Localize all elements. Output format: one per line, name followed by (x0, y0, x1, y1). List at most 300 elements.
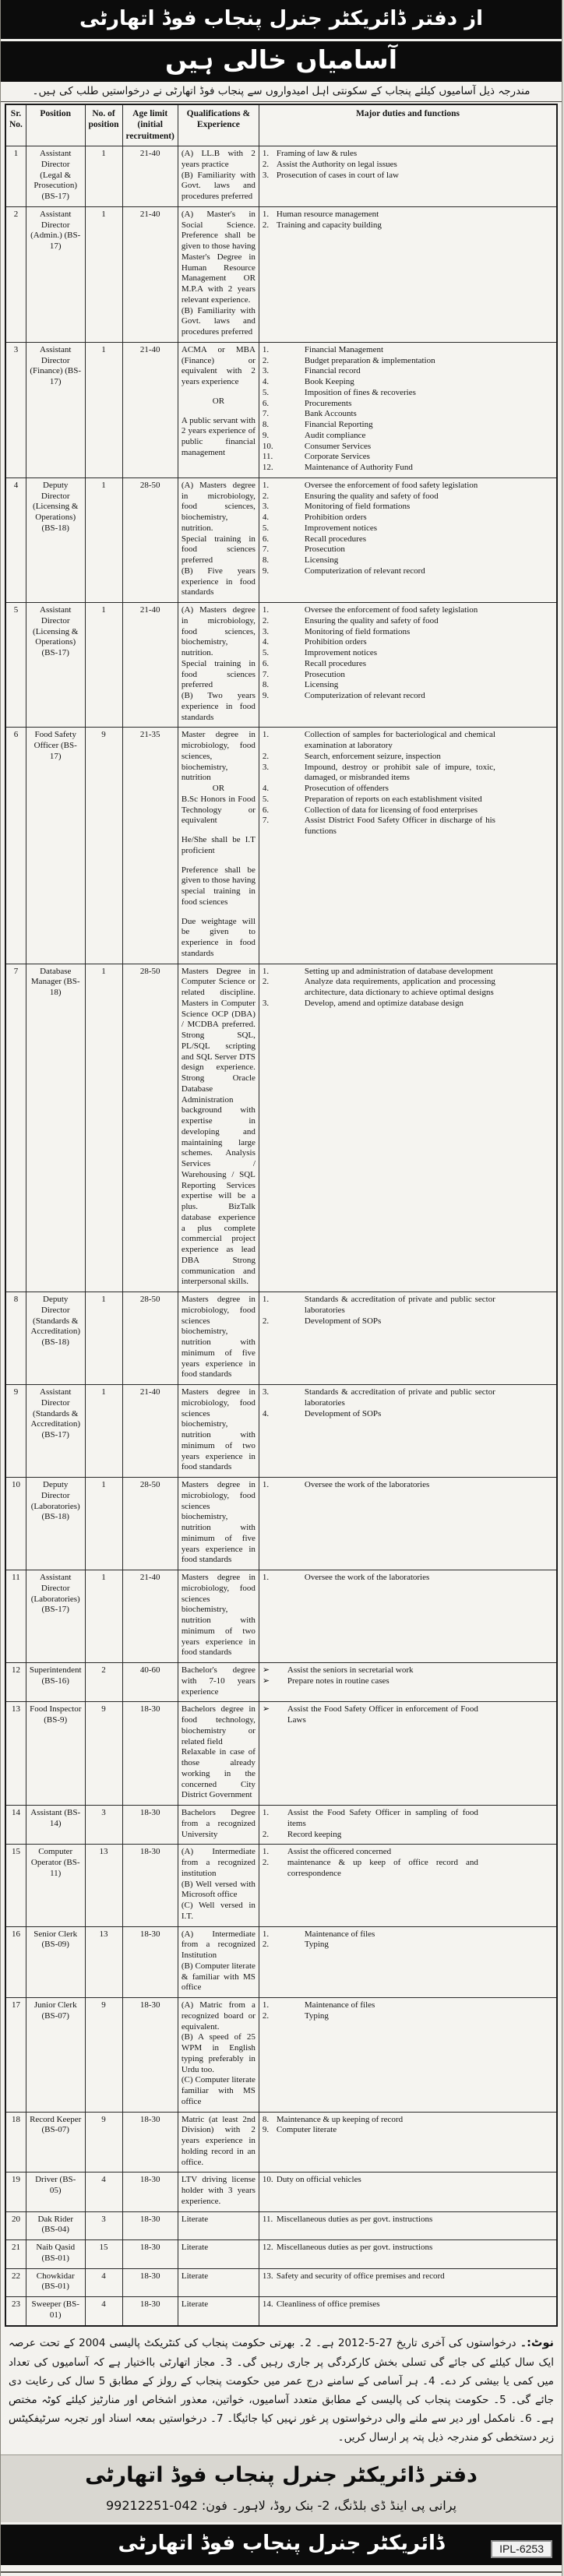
duty-number: 8. (262, 680, 270, 690)
qualifications-cell (178, 603, 259, 728)
sr-no-cell: 14 (5, 1806, 26, 1845)
duty-text: Monitoring of field formations (304, 626, 411, 636)
table-row (5, 1292, 557, 1385)
duty-text: Prosecution of cases in court of law (276, 170, 399, 180)
duties-cell (259, 146, 557, 207)
duty-item (263, 1704, 553, 1726)
qualification-paragraph: (A) Matric from a recognized board or equivalent. (181, 2000, 256, 2032)
subtitle-urdu: مندرجہ ذیل آسامیوں کیلئے پنجاب کے سکونتی اہل امیدواروں سے پنجاب فوڈ اتھارٹی نے درخواستیں طلب کی ہیں۔ (1, 82, 562, 102)
qualifications-cell (178, 728, 259, 964)
duty-item (263, 1940, 553, 1951)
count-cell: 1 (85, 1385, 122, 1478)
duty-text: Monitoring of field formations (304, 502, 411, 512)
qualifications-cell (178, 2173, 259, 2211)
duty-text: Setting up and administration of database development (304, 966, 493, 976)
sr-no-cell: 7 (5, 964, 26, 1292)
duty-number: 5. (262, 523, 270, 533)
duty-number: 7. (262, 544, 270, 555)
duty-number: 1. (262, 605, 270, 615)
duties-cell (259, 1806, 557, 1845)
duty-text: Assist the Food Safety Officer in sampling of food items (287, 1808, 478, 1828)
position-cell: Deputy Director (Licensing & Operations) (BS-18) (26, 477, 85, 602)
qualification-paragraph: Masters Degree in Computer Science or related discipline. Masters in Computer Science OCP (DBA) / MCDBA preferred. Strong SQL, PL/SQL scripting and SQL Server DTS design experience. Strong Oracle Database Administration background with expertise in developing and maintaining large schemes. Analysis Services / Warehousing / SQL Reporting Services expertise will be a plus. BizTalk database experience a plus complete commercial project experience as lead DBA Strong communication and interpersonal skills. (181, 966, 256, 1287)
qualifications-cell (178, 477, 259, 602)
age-limit-cell: 18-30 (122, 1806, 178, 1845)
qualification-paragraph: Literate (181, 2299, 209, 2310)
duty-number: 9. (262, 691, 270, 701)
qualifications-cell (178, 2211, 259, 2240)
qualifications-cell (178, 1663, 259, 1702)
age-limit-cell: 18-30 (122, 2297, 178, 2326)
position-cell: Record Keeper (BS-07) (26, 2112, 85, 2173)
sr-no-cell: 1 (5, 146, 26, 207)
duty-item (263, 2243, 553, 2254)
position-cell: Sweeper (BS-01) (26, 2297, 85, 2326)
qualification-paragraph: Masters degree in microbiology, food sciences biochemistry, nutrition with minimum of two years experience in food standards (181, 1387, 256, 1472)
table-row (5, 1845, 557, 1926)
duty-item (263, 1295, 553, 1316)
age-limit-cell: 21-35 (122, 728, 178, 964)
qualifications-cell (178, 2268, 259, 2297)
duty-number: 4. (262, 1408, 270, 1418)
position-cell: Dak Rider (BS-04) (26, 2211, 85, 2240)
duty-item (263, 752, 553, 763)
duty-number: 5. (262, 648, 270, 658)
qualification-paragraph: OR (212, 784, 225, 794)
duty-text: Impound, destroy or prohibit sale of impure, toxic, damaged, or misbranded items (304, 762, 495, 783)
duty-item (263, 2215, 553, 2225)
duty-item (263, 481, 553, 492)
qualification-paragraph: Bachelors Degree from a recognized University (181, 1808, 256, 1839)
duty-text: Assist District Food Safety Officer in discharge of his functions (304, 816, 495, 837)
sr-no-cell: 19 (5, 2173, 26, 2211)
sr-no-cell: 13 (5, 1702, 26, 1806)
sr-no-cell: 4 (5, 477, 26, 602)
qualification-paragraph: (A) Master's in Social Science. Preference shall be given to those having Master's Degree in Human Resource Management OR M.P.A with 2 years relevant experience. (181, 209, 256, 305)
table-row (5, 1478, 557, 1570)
duty-item (263, 1830, 553, 1841)
duty-item (263, 366, 553, 377)
duty-text: Analyze data requirements, application and processing architecture, data dictionary to achieve optimal designs (304, 977, 495, 998)
duties-cell (259, 1845, 557, 1926)
count-cell: 1 (85, 477, 122, 602)
duty-number: 2. (262, 1316, 270, 1326)
duty-number: 1. (262, 344, 270, 354)
duty-number: 8. (262, 2114, 270, 2124)
duty-number: 11. (262, 452, 273, 462)
duty-text: Prohibition orders (304, 637, 367, 647)
vacancy-headline: آسامیاں خالی ہیں (1, 41, 562, 82)
duty-number: 2. (262, 355, 270, 365)
duty-text: maintenance & up keep of office record and correspondence (287, 1858, 478, 1878)
table-row (5, 2297, 557, 2326)
sr-no-cell: 15 (5, 1845, 26, 1926)
duty-text: Standards & accreditation of private and public sector laboratories (304, 1295, 495, 1315)
duty-text: Collection of data for licensing of food enterprises (304, 805, 478, 815)
column-header-1: Position (26, 104, 85, 146)
position-cell: Senior Clerk (BS-09) (26, 1926, 85, 1998)
qualification-paragraph: (A) Intermediate from a recognized Institution (181, 1929, 256, 1961)
table-row (5, 1663, 557, 1702)
duty-number: 1. (262, 1573, 270, 1583)
office-title: دفتر ڈائریکٹر جنرل پنجاب فوڈ اتھارٹی (85, 2462, 478, 2487)
duty-text: Computer literate (276, 2125, 337, 2135)
note-label: نوٹ:۔ (520, 2336, 554, 2349)
office-block (1, 2454, 562, 2522)
qualification-paragraph: (B) Two years experience in food standards (181, 691, 256, 722)
sr-no-cell: 16 (5, 1926, 26, 1998)
duty-text: Maintenance of Authority Fund (304, 463, 413, 473)
count-cell: 1 (85, 603, 122, 728)
qualification-paragraph: (B) Well versed with Microsoft office (181, 1879, 256, 1900)
sr-no-cell: 6 (5, 728, 26, 964)
count-cell: 13 (85, 1926, 122, 1998)
table-row (5, 2211, 557, 2240)
duty-item (263, 977, 553, 999)
duty-item (263, 399, 553, 410)
qualification-paragraph: (B) Five years experience in food standards (181, 566, 256, 597)
duty-text: Development of SOPs (304, 1316, 382, 1326)
qualification-paragraph: A public servant with 2 years experience of public financial management (181, 415, 256, 457)
duties-cell (259, 2297, 557, 2326)
duties-cell (259, 2173, 557, 2211)
qualifications-cell (178, 1845, 259, 1926)
duty-text: Maintenance of files (304, 1929, 375, 1939)
duty-number: 8. (262, 555, 270, 566)
duty-number: 2. (262, 751, 270, 761)
position-cell: Food Inspector (BS-9) (26, 1702, 85, 1806)
duties-cell (259, 1926, 557, 1998)
duty-item (263, 345, 553, 356)
qualifications-cell (178, 1292, 259, 1385)
duties-cell (259, 728, 557, 964)
duty-text: Miscellaneous duties as per govt. instructions (276, 2214, 433, 2224)
duty-number: 6. (262, 658, 270, 668)
duty-number: 1. (262, 209, 270, 219)
duty-item (263, 171, 553, 181)
duty-number: 12. (262, 2243, 273, 2253)
age-limit-cell: 21-40 (122, 342, 178, 477)
duty-item (263, 2115, 553, 2126)
table-row (5, 2240, 557, 2269)
duty-number: 4. (262, 377, 270, 387)
duty-item (263, 210, 553, 220)
duty-item (263, 763, 553, 784)
qualifications-cell (178, 1570, 259, 1663)
duty-item (263, 784, 553, 795)
qualification-paragraph: (C) Computer literate familiar with MS office (181, 2075, 256, 2106)
qualification-paragraph: Master degree in microbiology, food sciences, biochemistry, nutrition (181, 730, 256, 783)
duty-text: Oversee the work of the laboratories (304, 1480, 430, 1490)
duty-number: 2. (262, 1858, 270, 1868)
duty-item (263, 463, 553, 474)
duty-number: 10. (262, 2175, 273, 2185)
duty-number: 2. (262, 1940, 270, 1950)
qualifications-cell (178, 1998, 259, 2113)
count-cell: 1 (85, 146, 122, 207)
duty-number: 13. (262, 2271, 273, 2281)
duty-number: 10. (262, 441, 273, 451)
qualification-paragraph: (A) LL.B with 2 years practice (181, 149, 256, 169)
sr-no-cell: 21 (5, 2240, 26, 2269)
sr-no-cell: 3 (5, 342, 26, 477)
duty-text: Prohibition orders (304, 513, 367, 523)
qualification-paragraph: (B) Computer literate & familiar with MS office (181, 1961, 256, 1993)
qualification-paragraph: Bachelor's degree with 7-10 years experience (181, 1665, 256, 1697)
duty-text: Prosecution (304, 669, 345, 679)
duty-number: 1. (262, 480, 270, 490)
duties-cell (259, 603, 557, 728)
duty-item (263, 670, 553, 681)
column-header-0: Sr. No. (5, 104, 26, 146)
table-row (5, 206, 557, 342)
age-limit-cell: 18-30 (122, 1926, 178, 1998)
duty-number: 14. (262, 2299, 273, 2310)
qualification-paragraph: (A) Intermediate from a recognized institution (181, 1847, 256, 1878)
table-row (5, 964, 557, 1292)
duty-item (263, 627, 553, 638)
duty-number: 1. (262, 1847, 270, 1857)
duty-number: 2. (262, 491, 270, 501)
position-cell: Database Manager (BS-18) (26, 964, 85, 1292)
duty-item (263, 648, 553, 659)
age-limit-cell: 18-30 (122, 1998, 178, 2113)
sr-no-cell: 12 (5, 1663, 26, 1702)
positions-table (5, 104, 558, 2327)
duty-number: 1. (262, 1480, 270, 1490)
duty-number: 2. (262, 220, 270, 230)
duty-number: ➢ (262, 1676, 270, 1686)
duty-number: 2. (262, 159, 270, 169)
duty-item (263, 1847, 553, 1858)
duty-item (263, 691, 553, 702)
note-section (1, 2327, 562, 2453)
age-limit-cell: 21-40 (122, 1385, 178, 1478)
masthead-line1: از دفتر ڈائریکٹر جنرل پنجاب فوڈ اتھارٹی (1, 0, 562, 41)
age-limit-cell: 28-50 (122, 1292, 178, 1385)
duty-item (263, 1316, 553, 1327)
duty-item (263, 492, 553, 502)
duty-text: Book Keeping (304, 377, 354, 387)
position-cell: Assistant Director (Standards & Accreditation) (BS-17) (26, 1385, 85, 1478)
count-cell: 3 (85, 2211, 122, 2240)
duty-number: 4. (262, 513, 270, 523)
position-cell: Junior Clerk (BS-07) (26, 1998, 85, 2113)
sr-no-cell: 2 (5, 206, 26, 342)
duty-item (263, 452, 553, 463)
qualification-paragraph: OR (212, 396, 225, 406)
duty-item (263, 967, 553, 978)
duty-item (263, 534, 553, 545)
duty-number: 6. (262, 805, 270, 815)
duty-number: 9. (262, 566, 270, 576)
count-cell: 1 (85, 342, 122, 477)
duty-item (263, 2000, 553, 2011)
duty-number: 7. (262, 816, 270, 826)
qualification-paragraph: LTV driving license holder with 3 years experience. (181, 2175, 256, 2206)
duty-item (263, 1858, 553, 1880)
bottom-strip (1, 2565, 562, 2573)
age-limit-cell: 18-30 (122, 2211, 178, 2240)
duty-item (263, 513, 553, 523)
duty-text: Improvement notices (304, 523, 378, 533)
duty-text: Miscellaneous duties as per govt. instructions (276, 2243, 433, 2253)
column-header-3: Age limit (initial recruitment) (122, 104, 178, 146)
age-limit-cell: 28-50 (122, 477, 178, 602)
duty-item (263, 1409, 553, 1420)
duty-text: Prepare notes in routine cases (287, 1676, 390, 1686)
duty-text: Consumer Services (304, 441, 372, 451)
duties-cell (259, 1385, 557, 1478)
duties-cell (259, 342, 557, 477)
duty-text: Oversee the enforcement of food safety legislation (304, 480, 478, 490)
duty-text: Computerization of relevant record (304, 566, 425, 576)
duty-text: Framing of law & rules (276, 149, 358, 159)
duty-item (263, 2299, 553, 2310)
duty-text: Human resource management (276, 209, 379, 219)
qualification-paragraph: (A) Masters degree in microbiology, food sciences, biochemistry, nutrition. (181, 605, 256, 658)
duty-number: 6. (262, 398, 270, 408)
duty-text: Typing (304, 2010, 329, 2021)
duty-number: 5. (262, 794, 270, 804)
qualification-paragraph: (C) Well versed in I.T. (181, 1901, 256, 1921)
duty-text: Budget preparation & implementation (304, 355, 435, 365)
duty-text: Duty on official vehicles (276, 2175, 361, 2185)
qualification-paragraph: (B) A speed of 25 WPM in English typing preferably in Urdu too. (181, 2032, 256, 2074)
table-row (5, 342, 557, 477)
duty-item (263, 566, 553, 577)
duty-item (263, 1808, 553, 1830)
duty-number: 9. (262, 2125, 270, 2135)
duty-item (263, 149, 553, 160)
duty-item (263, 502, 553, 513)
footer-band (1, 2525, 562, 2565)
qualifications-cell (178, 1478, 259, 1570)
duty-number: 3. (262, 626, 270, 636)
table-row (5, 603, 557, 728)
count-cell: 1 (85, 1292, 122, 1385)
duty-text: Audit compliance (304, 430, 366, 440)
qualification-paragraph: Special training in food sciences preferred (181, 534, 256, 566)
qualifications-cell (178, 206, 259, 342)
count-cell: 4 (85, 2297, 122, 2326)
qualifications-cell (178, 146, 259, 207)
qualifications-cell (178, 2297, 259, 2326)
duty-item (263, 220, 553, 231)
qualification-paragraph: Relaxable in case of those already working in the concerned City District Government (181, 1747, 256, 1800)
duty-item (263, 2011, 553, 2022)
duty-item (263, 616, 553, 627)
duty-number: 1. (262, 966, 270, 976)
duty-number: ➢ (262, 1704, 270, 1714)
duty-text: Prosecution (304, 544, 345, 555)
table-row (5, 2268, 557, 2297)
duty-number: 7. (262, 669, 270, 679)
duty-item (263, 377, 553, 388)
duty-text: Training and capacity building (276, 220, 382, 230)
ipl-code-badge: IPL-6253 (491, 2540, 552, 2558)
duty-item (263, 659, 553, 670)
duties-cell (259, 2240, 557, 2269)
duty-text: Maintenance of files (304, 2000, 375, 2010)
sr-no-cell: 23 (5, 2297, 26, 2326)
qualification-paragraph (182, 908, 256, 917)
duty-item (263, 805, 553, 816)
qualification-paragraph (182, 388, 256, 396)
duties-cell (259, 1702, 557, 1806)
qualification-paragraph (182, 407, 256, 416)
position-cell: Assistant Director (Laboratories) (BS-17) (26, 1570, 85, 1663)
duty-item (263, 795, 553, 805)
duty-number: ➢ (262, 1665, 270, 1676)
duty-number: 1. (262, 1295, 270, 1305)
count-cell: 9 (85, 1702, 122, 1806)
position-cell: Assistant Director (Admin.) (BS-17) (26, 206, 85, 342)
duties-cell (259, 2112, 557, 2173)
qualification-paragraph: Literate (181, 2271, 209, 2281)
duty-text: Assist the seniors in secretarial work (287, 1665, 414, 1676)
duties-cell (259, 964, 557, 1292)
duty-number: 1. (262, 1808, 270, 1818)
office-address: پرانی پی اینڈ ڈی بلڈنگ، 2- بنک روڈ، لاہور۔ فون: 042-99212251 (105, 2497, 456, 2513)
duties-cell (259, 477, 557, 602)
duty-text: Assist the officered concerned (287, 1847, 392, 1857)
age-limit-cell: 18-30 (122, 2112, 178, 2173)
qualification-paragraph: ACMA or MBA (Finance) or equivalent with 2 years experience (181, 344, 256, 387)
qualifications-cell (178, 2112, 259, 2173)
position-cell: Food Safety Officer (BS-17) (26, 728, 85, 964)
duty-item (263, 442, 553, 453)
duty-text: Development of SOPs (304, 1408, 382, 1418)
duty-text: Develop, amend and optimize database design (304, 998, 464, 1008)
qualification-paragraph (182, 826, 256, 835)
duty-number: 4. (262, 784, 270, 794)
table-row (5, 1702, 557, 1806)
count-cell: 13 (85, 1845, 122, 1926)
duties-cell (259, 1478, 557, 1570)
duty-number: 8. (262, 420, 270, 430)
column-header-2: No. of position (85, 104, 122, 146)
sr-no-cell: 18 (5, 2112, 26, 2173)
table-row (5, 146, 557, 207)
duty-number: 1. (262, 730, 270, 740)
duty-text: Recall procedures (304, 534, 367, 544)
duty-text: Assist the Authority on legal issues (276, 159, 397, 169)
duty-text: Assist the Food Safety Officer in enforcement of Food Laws (287, 1704, 478, 1725)
count-cell: 1 (85, 206, 122, 342)
duty-text: Collection of samples for bacteriological and chemical examination at laboratory (304, 730, 495, 751)
duty-text: Recall procedures (304, 658, 367, 668)
duty-number: 3. (262, 170, 270, 180)
qualification-paragraph: Literate (181, 2243, 209, 2253)
duty-item (263, 637, 553, 648)
duty-text: Record keeping (287, 1829, 342, 1839)
duty-text: Corporate Services (304, 452, 370, 462)
table-row (5, 1998, 557, 2113)
duty-item (263, 730, 553, 752)
footer-title: ڈائریکٹر جنرل پنجاب فوڈ اتھارٹی (118, 2531, 445, 2555)
duty-number: 12. (262, 463, 273, 473)
duty-item (263, 1929, 553, 1940)
duty-text: Preparation of reports on each establishment visited (304, 794, 482, 804)
sr-no-cell: 11 (5, 1570, 26, 1663)
age-limit-cell: 21-40 (122, 146, 178, 207)
duty-number: 3. (262, 1387, 270, 1397)
duty-number: 2. (262, 615, 270, 625)
age-limit-cell: 18-30 (122, 1845, 178, 1926)
duty-text: Licensing (304, 680, 339, 690)
table-row (5, 1570, 557, 1663)
